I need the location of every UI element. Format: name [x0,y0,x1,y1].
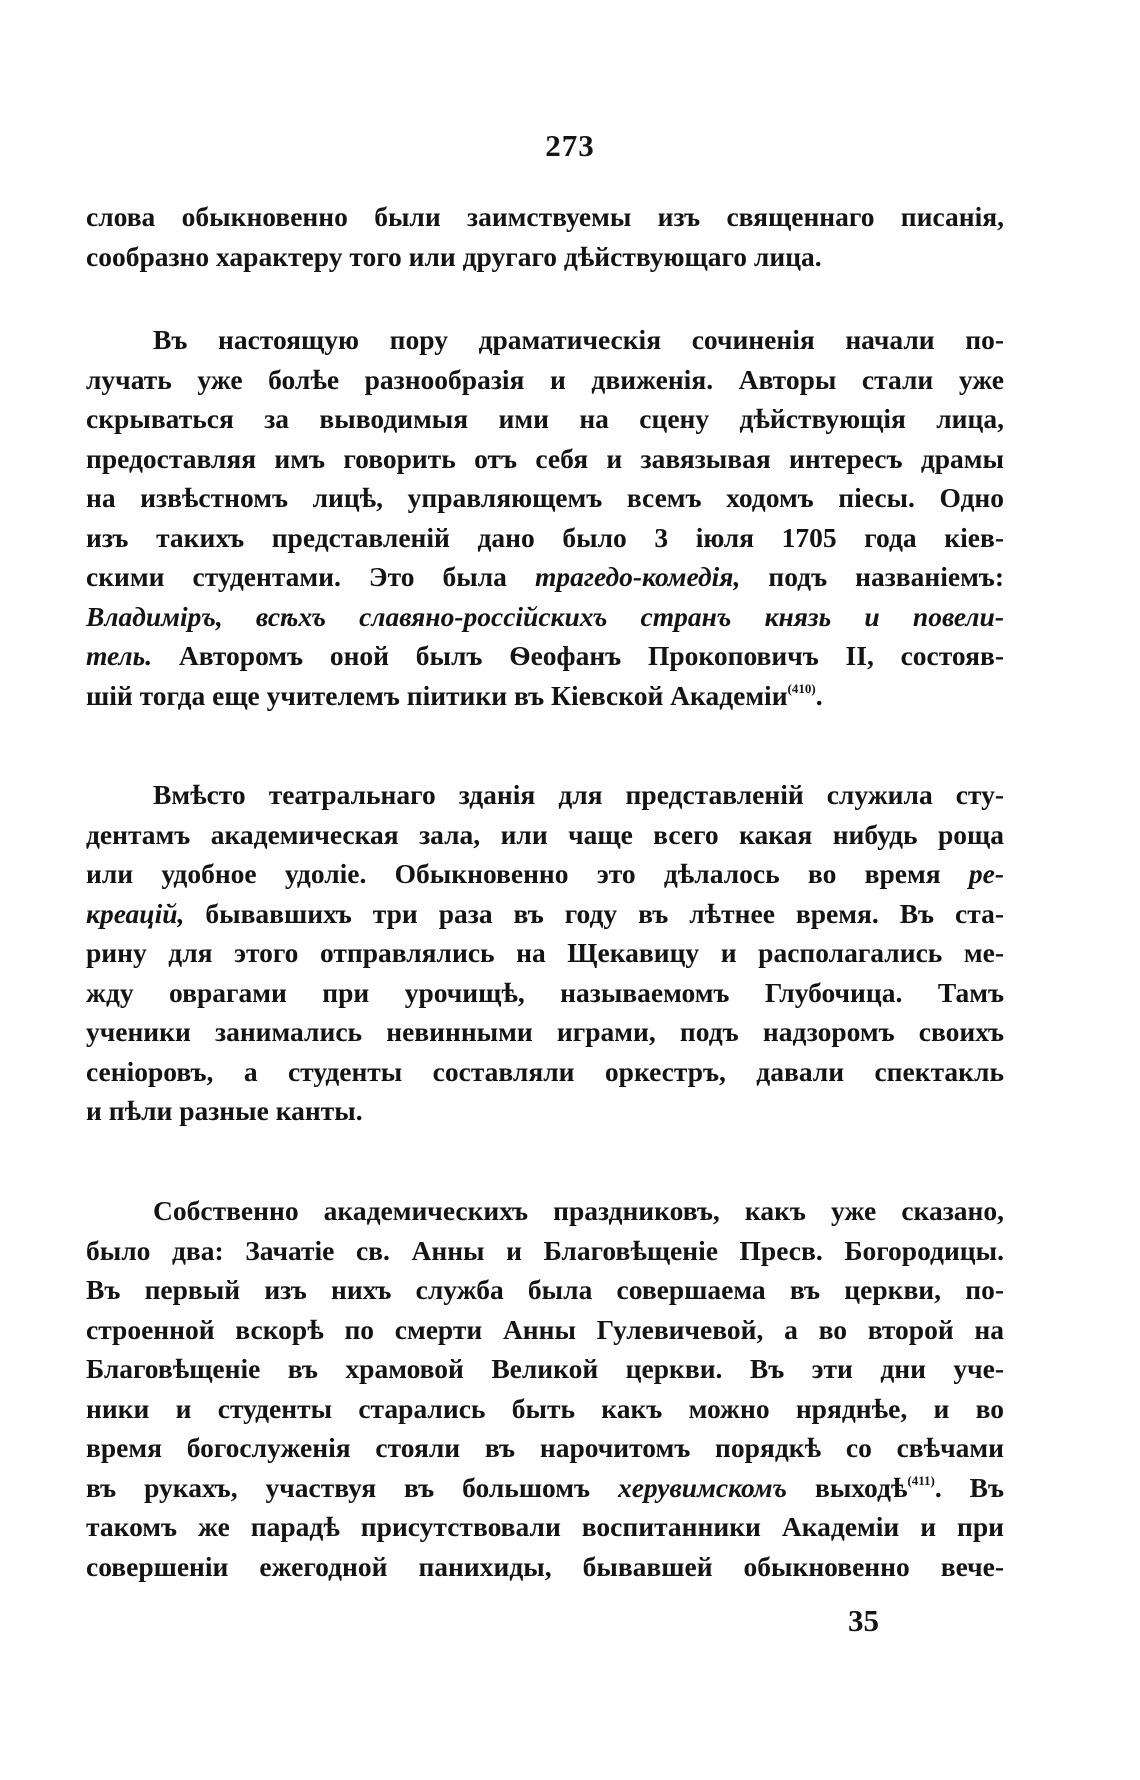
text-line: дентамъ академическая зала, или чаще всего какая нибудь роща [86,818,1004,850]
text-line: такомъ же парадѣ присутствовали воспитанники Академіи и при [86,1511,1004,1542]
text-line: на извѣстномъ лицѣ, управляющемъ всемъ ходомъ піесы. Одно [86,482,1004,513]
text-run: въ рукахъ, участвуя въ большомъ [86,1471,618,1503]
text-line: Въ первый изъ нихъ служба была совершаема въ церкви, по- [86,1274,1004,1305]
text-line: сообразно характеру того или другаго дѣйствующаго лица. [86,240,822,272]
text-line: Благовѣщеніе въ храмовой Великой церкви. Въ эти дни уче- [86,1353,1004,1384]
text-line [86,1468,1004,1508]
text-run: выходѣ [787,1471,908,1503]
paragraph-2 [86,320,1004,715]
text-line: время богослуженія стояли въ нарочитомъ порядкѣ со свѣчами [86,1432,1004,1463]
footnote-ref-410: (410) [787,680,816,696]
text-line: рину для этого отправлялись на Щекавицу и располагались ме- [86,937,1004,968]
text-run: . Въ [934,1471,1004,1503]
text-line [86,676,1004,716]
text-line: Собственно академическихъ праздниковъ, какъ уже сказано, [153,1195,1004,1226]
text-run: или удобное удоліе. Обыкновенно это дѣлалось во время [86,858,969,889]
text-line: и пѣли разные канты. [86,1095,363,1126]
text-line: жду оврагами при урочищѣ, называемомъ Глубочица. Тамъ [86,976,1004,1008]
text-line: слова обыкновенно были заимствуемы изъ священнаго писанія, [86,201,1004,232]
text-line: предоставляя имъ говорить отъ себя и завязывая интересъ драмы [86,442,1004,474]
page-number: 273 [545,128,595,163]
text-run: шій тогда еще учителемъ піитики въ Кіевской Академіи [86,679,788,711]
text-line: строенной вскорѣ по смерти Анны Гулевичевой, а во второй на [86,1313,1004,1345]
italic-title: трагедо-комедія, [534,561,741,592]
text-line: ники и студенты старались быть какъ можно нряднѣе, и во [86,1392,1004,1424]
text-line: сеніоровъ, а студенты составляли оркестръ, давали спектакль [86,1055,1004,1087]
text-line [86,854,1004,894]
paragraph-4 [86,1191,1004,1586]
text-line: было два: Зачатіе св. Анны и Благовѣщеніе Пресв. Богородицы. [86,1234,1004,1266]
italic-word: херувимскомъ [617,1471,788,1503]
signature-mark: 35 [848,1603,879,1638]
footnote-ref-411: (411) [907,1472,935,1488]
text-line [86,894,1004,934]
text-run: бывавшихъ три раза въ году въ лѣтнее время. Въ ста- [184,897,1004,929]
paragraph-1 [86,197,1004,276]
text-run: . [815,679,823,711]
text-line: Вмѣсто театральнаго зданія для представленій служила сту- [153,779,1004,810]
text-line: скрываться за выводимыя ими на сцену дѣйствующія лица, [86,403,1004,434]
italic-word: креацій, [86,897,185,929]
text-line: Въ настоящую пору драматическія сочиненія начали по- [153,324,1004,355]
text-run: подъ названіемъ: [740,561,1005,592]
italic-word: ре- [968,858,1004,889]
italic-title-line: Владиміръ, всѣхъ славяно-россійскихъ странъ князь и повели- [86,600,1004,632]
text-line: совершеніи ежегодной панихиды, бывавшей обыкновенно вече- [86,1550,1004,1582]
text-line [86,636,1004,676]
paragraph-3 [86,775,1004,1131]
text-line: изъ такихъ представленій дано было 3 іюля 1705 года кіев- [86,521,1004,553]
text-line: ученики занимались невинными играми, подъ надзоромъ своихъ [86,1016,1004,1047]
text-line [86,557,1004,597]
text-run: скими студентами. Это была [86,561,535,592]
italic-title: тель. [86,640,153,671]
text-run: Авторомъ оной былъ Ѳеофанъ Прокоповичъ II, состояв- [152,640,1004,671]
text-line: лучать уже болѣе разнообразія и движенія. Авторы стали уже [86,363,1004,395]
